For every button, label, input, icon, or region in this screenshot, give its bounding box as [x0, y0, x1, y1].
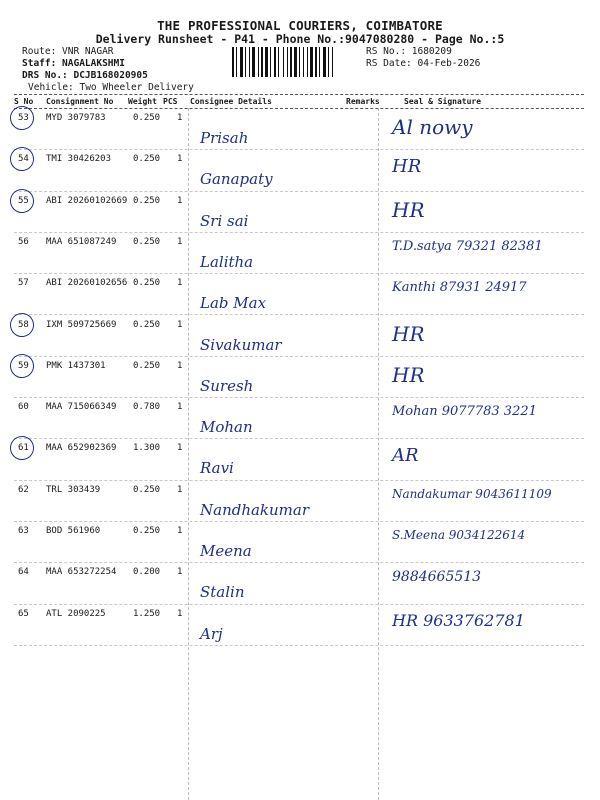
barcode-bar	[323, 47, 326, 77]
consignee-name-handwritten: Sivakumar	[200, 335, 282, 354]
signature-handwritten: HR	[392, 197, 425, 222]
table-row	[0, 398, 600, 438]
serial-number: 65	[18, 608, 29, 619]
consignment-number: ABI 20260102669	[46, 195, 128, 206]
signature-handwritten: Nandakumar 9043611109	[392, 486, 552, 501]
weight-value: 0.200	[133, 567, 161, 578]
pieces-count: 1	[177, 154, 183, 165]
consignment-number: TMI 30426203	[46, 154, 112, 165]
signature-handwritten: Mohan 9077783 3221	[392, 404, 537, 420]
consignee-name-handwritten: Prisah	[200, 129, 249, 147]
consignment-number: ATL 2090225	[46, 608, 106, 619]
barcode-bar	[303, 47, 304, 77]
signature-handwritten: S.Meena 9034122614	[392, 528, 526, 542]
weight-value: 0.250	[133, 319, 161, 330]
pieces-count: 1	[177, 608, 183, 619]
barcode-bar	[310, 47, 313, 77]
pieces-count: 1	[177, 526, 183, 536]
signature-handwritten: HR	[392, 362, 425, 387]
table-row	[0, 563, 600, 603]
pieces-count: 1	[177, 567, 183, 578]
pieces-count: 1	[177, 236, 183, 247]
weight-value: 1.300	[133, 443, 161, 454]
barcode-bar	[332, 47, 333, 77]
col-sno: S No	[14, 97, 34, 106]
table-row	[0, 316, 600, 356]
row-divider	[14, 645, 584, 646]
consignment-number: MAA 651087249	[46, 236, 117, 247]
serial-number: 55	[18, 195, 29, 206]
pieces-count: 1	[177, 113, 183, 123]
table-row	[0, 522, 600, 562]
col-consignee: Consignee Details	[190, 97, 272, 106]
drs-number: DRS No.: DCJB168020905	[22, 70, 148, 81]
table-row	[0, 233, 600, 273]
table-row	[0, 439, 600, 479]
signature-handwritten: T.D.satya 79321 82381	[392, 238, 543, 254]
serial-number: 62	[18, 484, 29, 495]
barcode-bar	[294, 47, 297, 77]
barcode-bar	[319, 47, 320, 77]
pieces-count: 1	[177, 360, 183, 371]
pieces-count: 1	[177, 443, 183, 454]
consignee-name-handwritten: Sri sai	[200, 211, 249, 230]
serial-number: 61	[18, 443, 29, 454]
consignee-name-handwritten: Ganapaty	[200, 170, 273, 189]
signature-handwritten: Kanthi 87931 24917	[392, 280, 527, 296]
barcode-bar	[299, 47, 300, 77]
serial-number: 63	[18, 526, 29, 536]
barcode-bar	[328, 47, 329, 77]
pieces-count: 1	[177, 402, 183, 413]
barcode-bar	[261, 47, 263, 77]
serial-number: 56	[18, 236, 29, 247]
weight-value: 0.250	[133, 278, 161, 289]
signature-handwritten: AR	[392, 445, 419, 467]
consignment-number: MYD 3079783	[46, 113, 106, 123]
consignee-name-handwritten: Lab Max	[200, 294, 267, 313]
serial-number: 64	[18, 567, 29, 578]
barcode	[232, 47, 360, 77]
barcode-bar	[252, 47, 255, 77]
weight-value: 1.250	[133, 608, 161, 619]
consignee-name-handwritten: Arj	[200, 624, 223, 643]
staff-label: Staff: NAGALAKSHMI	[22, 58, 125, 69]
consignment-number: PMK 1437301	[46, 360, 106, 371]
weight-value: 0.250	[133, 195, 161, 206]
serial-number: 57	[18, 278, 29, 289]
consignment-number: ABI 20260102656	[46, 278, 128, 289]
circle-mark	[8, 145, 36, 173]
serial-number: 53	[18, 113, 29, 123]
circle-mark	[8, 352, 36, 380]
circle-mark	[8, 434, 36, 462]
serial-number: 54	[18, 154, 29, 165]
col-seal: Seal & Signature	[404, 97, 482, 106]
table-top-rule	[14, 94, 584, 95]
circle-mark	[8, 186, 36, 214]
weight-value: 0.250	[133, 360, 161, 371]
pieces-count: 1	[177, 278, 183, 289]
runsheet-title: THE PROFESSIONAL COURIERS, COIMBATORE	[157, 18, 443, 33]
weight-value: 0.780	[133, 402, 161, 413]
serial-number: 58	[18, 319, 29, 330]
col-pcs: PCS	[163, 97, 178, 106]
barcode-bar	[258, 47, 259, 77]
barcode-bar	[249, 47, 250, 77]
barcode-bar	[232, 47, 234, 77]
table-row	[0, 605, 600, 645]
consignee-name-handwritten: Ravi	[200, 459, 234, 478]
col-weight: Weight	[128, 97, 157, 106]
consignee-name-handwritten: Lalitha	[200, 252, 254, 271]
consignee-name-handwritten: Nandhakumar	[200, 500, 310, 519]
weight-value: 0.250	[133, 484, 161, 495]
runsheet-subtitle: Delivery Runsheet - P41 - Phone No.:9047080280 - Page No.:5	[95, 32, 505, 46]
barcode-bar	[315, 47, 317, 77]
rs-date: RS Date: 04-Feb-2026	[366, 58, 481, 69]
barcode-bar	[287, 47, 288, 77]
consignment-number: TRL 303439	[46, 484, 101, 495]
table-row	[0, 109, 600, 149]
consignment-number: IXM 509725669	[46, 319, 117, 330]
signature-handwritten: HR	[392, 156, 422, 178]
barcode-bar	[307, 47, 308, 77]
consignment-number: MAA 653272254	[46, 567, 117, 578]
signature-handwritten: Al nowy	[392, 115, 473, 139]
consignee-name-handwritten: Stalin	[200, 583, 245, 602]
serial-number: 60	[18, 402, 29, 413]
barcode-bar	[236, 47, 237, 77]
weight-value: 0.250	[133, 113, 161, 123]
pieces-count: 1	[177, 484, 183, 495]
col-remarks: Remarks	[346, 97, 380, 106]
route-label: Route: VNR NAGAR	[22, 46, 114, 57]
barcode-bar	[245, 47, 246, 77]
consignee-name-handwritten: Meena	[200, 542, 252, 560]
barcode-bar	[265, 47, 268, 77]
signature-handwritten: HR	[392, 321, 425, 346]
table-row	[0, 192, 600, 232]
consignee-name-handwritten: Suresh	[200, 376, 254, 395]
circle-mark	[8, 104, 36, 132]
signature-handwritten: 9884665513	[392, 569, 482, 586]
consignment-number: MAA 652902369	[46, 443, 117, 454]
rs-number: RS No.: 1680209	[366, 46, 452, 57]
table-row	[0, 357, 600, 397]
table-row	[0, 481, 600, 521]
weight-value: 0.250	[133, 526, 161, 536]
col-consignment: Consignment No	[46, 97, 114, 106]
barcode-bar	[283, 47, 284, 77]
consignee-name-handwritten: Mohan	[200, 418, 253, 437]
circle-mark	[8, 310, 36, 338]
barcode-bar	[274, 47, 276, 77]
table-row	[0, 274, 600, 314]
pieces-count: 1	[177, 195, 183, 206]
vehicle-label: Vehicle: Two Wheeler Delivery	[28, 82, 194, 93]
barcode-bar	[278, 47, 279, 77]
serial-number: 59	[18, 360, 29, 371]
signature-handwritten: HR 9633762781	[392, 610, 525, 630]
pieces-count: 1	[177, 319, 183, 330]
barcode-bar	[270, 47, 271, 77]
weight-value: 0.250	[133, 154, 161, 165]
barcode-bar	[290, 47, 292, 77]
consignment-number: MAA 715066349	[46, 402, 117, 413]
consignment-number: BOD 561960	[46, 526, 101, 536]
barcode-bar	[240, 47, 243, 77]
weight-value: 0.250	[133, 236, 161, 247]
table-row	[0, 150, 600, 190]
